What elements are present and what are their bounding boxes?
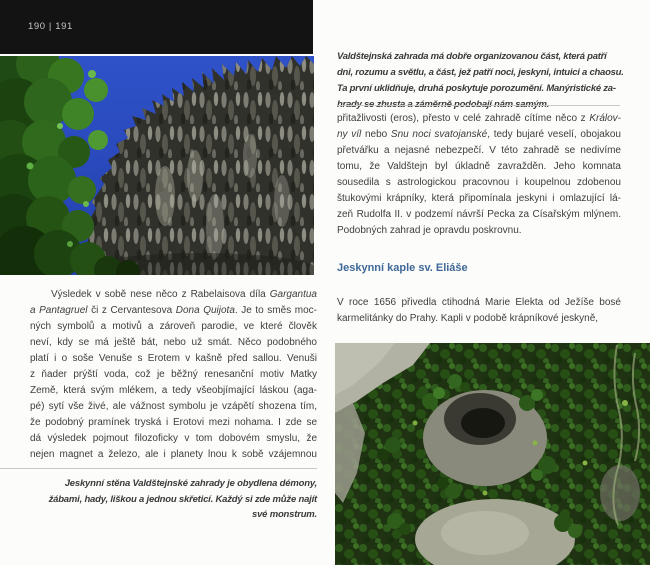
text-line: nejen magnet a železo, ale i planety lnou k sobě vzájemnou [30, 449, 317, 460]
text-line: štukovými krápníky, která připomínala jeskyni i omlazující lá- [337, 193, 621, 204]
page-number-label: 190 | 191 [28, 21, 73, 32]
text-line: žábami, hady, liškou a jednou skřeticí. Každý si zde může najít [48, 493, 317, 505]
text-line: neví, kdy se má ještě bát, nebo už smát. Něco podobného [30, 337, 317, 348]
section-heading: Jeskynní kaple sv. Eliáše [337, 262, 468, 274]
text-line: Ta první uklidňuje, druhá poskytuje porozumění. Manýristické za- [337, 83, 616, 94]
text-line: Valdštejnská zahrada má dobře organizovanou část, která patří [337, 51, 607, 62]
grotto-wall-photo [0, 56, 314, 275]
caption-divider-rule [0, 468, 317, 469]
text-line: pé) sytí vše živé, ale vážnost symbolu je vzápětí shozena tím, [30, 401, 317, 412]
text-line: ných symbolů a motivů a zároveň parodie, ve které člověk [30, 321, 317, 332]
intro-divider-rule [337, 105, 620, 106]
chapter-intro-quote [337, 49, 637, 113]
text-line: Výsledek v sobě nese něco z Rabelaisova díla Gargantua [51, 289, 317, 300]
grotto-wall-photo-graphic [0, 56, 314, 275]
text-line: platí i o soše Venuše s Erotem v kašně před sallou. Venuši [30, 353, 317, 364]
ivy-chapel-photo [335, 343, 650, 565]
text-line: že podobný pramínek tryská i Erotovi mezi nohama. I zde se [30, 417, 317, 428]
text-line: tomu, že Valdštejn byl úkladně zavražděn. Jeho komnata [337, 161, 621, 172]
ivy-chapel-photo-graphic [335, 343, 650, 565]
right-page-body-text [337, 111, 621, 239]
text-line: své monstrum. [252, 509, 317, 520]
text-line: Země, která svým mlékem, a tedy všeobjímající láskou (aga- [30, 385, 317, 396]
text-line: V roce 1656 přivedla ctihodná Marie Elekta od Ježíše bosé [337, 297, 621, 308]
text-line: a Pantagruel či z Cervantesova Dona Quijota. Je to směs moc- [30, 305, 317, 316]
text-line: z ňader prýští voda, což je běžný renesanční motiv Matky [30, 369, 317, 380]
page-header-bar [0, 0, 313, 54]
left-page-body-text [30, 287, 317, 463]
text-line: zeň Rudolfa II. v podzemí návrší Pecka za Císařským mlýnem. [337, 209, 621, 220]
text-line: dni, rozumu a světlu, a část, jež patří noci, jeskyni, intuici a chaosu. [337, 67, 624, 78]
text-line: Jeskynní stěna Valdštejnské zahrady je obydlena démony, [64, 478, 317, 489]
text-line: karmelitánky do Prahy. Kapli v podobě krápníkové jeskyně, [337, 313, 599, 324]
text-line: ny víl nebo Snu noci svatojanské, tedy bujaré veselí, obojakou [337, 129, 621, 140]
text-line: Podobných zahrad je opravdu poskrovnu. [337, 225, 522, 236]
text-line: dá výsledek pojmout filozoficky v tom dobovém smyslu, že [30, 433, 317, 444]
text-line: přitažlivosti (eros), přesto v celé zahradě cítíme něco z Králov- [337, 113, 621, 124]
text-line: sousedila s astrologickou pracovnou i koupelnou zdobenou [337, 177, 621, 188]
text-line: přetvářku a nejasné nebezpečí. V této zahradě se nedivíme [337, 145, 621, 156]
photo-caption [30, 476, 317, 523]
right-page-body-text-2 [337, 295, 621, 327]
